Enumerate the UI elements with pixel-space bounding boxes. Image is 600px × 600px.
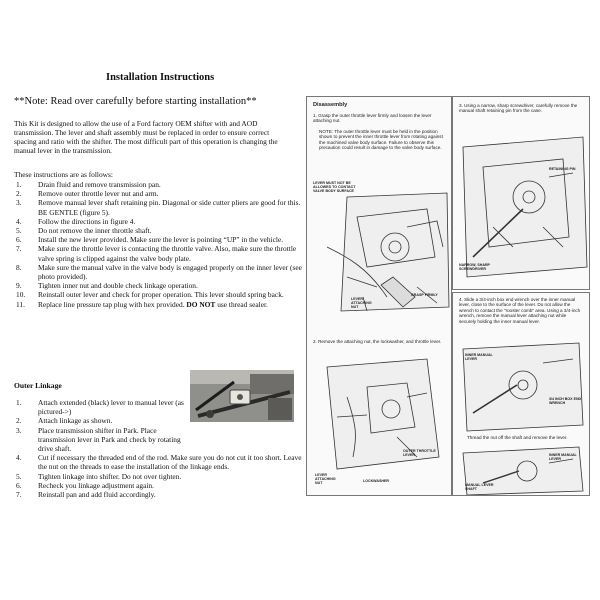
- label-valve-body-contact: LEVER MUST NOT BE ALLOWED TO CONTACT VALVE BODY SURFACE: [313, 181, 356, 193]
- step-number: 1.: [16, 180, 22, 189]
- install-step: [16, 189, 308, 198]
- step-text: Install the new lever provided. Make sure the lever is pointing “UP” in the vehicle.: [38, 235, 284, 245]
- step-number: 8.: [16, 262, 22, 272]
- step-number: 11.: [16, 299, 25, 309]
- label-outer-throttle-lever: OUTER THROTTLE LEVER: [403, 449, 436, 457]
- install-step: [16, 217, 308, 226]
- outer-step: [16, 490, 308, 499]
- label-grasp-firmly: GRASP FIRMLY: [411, 293, 438, 297]
- step-text: Remove outer throttle lever nut and arm.: [38, 189, 159, 199]
- step-number: 1.: [16, 398, 22, 407]
- disassembly-step-2: 2. Remove the attaching nut, the lockwasher, and throttle lever.: [313, 339, 442, 344]
- manual-lever-panel: [452, 292, 590, 496]
- step-number: 4.: [16, 453, 22, 463]
- doc-title: Installation Instructions: [106, 72, 215, 83]
- label-box-end-wrench: 3/4 INCH BOX END WRENCH: [549, 397, 582, 405]
- step-number: 5.: [16, 471, 22, 481]
- label-lever-attaching-nut-2: LEVER ATTACHING NUT: [315, 473, 336, 485]
- step-5-text: Thread the nut off the shaft and remove the lever.: [467, 435, 568, 440]
- step-text: Cut if necessary the threaded end of the rod. Make sure you do not cut it too short. Leave the nut on the threads to ease the installation of the linkage ends.: [38, 453, 302, 472]
- step-number: 2.: [16, 416, 22, 426]
- step-text: Recheck you linkage adjustment again.: [38, 480, 154, 490]
- install-steps: [16, 180, 308, 309]
- label-screwdriver: NARROW, SHARP SCREWDRIVER: [459, 263, 490, 271]
- outer-step: [16, 416, 308, 425]
- retaining-pin-drawing: [453, 97, 589, 289]
- step-text: Attach linkage as shown.: [38, 416, 113, 426]
- step-text: Tighten inner nut and double check linkage operation.: [38, 281, 198, 291]
- disassembly-step-1: 1. Grasp the outer throttle lever firmly and loosen the lever attaching nut.: [313, 113, 432, 124]
- step-number: 6.: [16, 235, 22, 245]
- step-text: Place transmission shifter in Park. Place transmission lever in Park and check by rotating drive shaft.: [38, 425, 181, 454]
- step-text: Remove manual lever shaft retaining pin. Diagonal or side cutter pliers are good for this. BE GENTLE (figure 5).: [38, 198, 301, 217]
- install-step: [16, 198, 308, 216]
- install-step: [16, 290, 308, 299]
- intro-paragraph: This Kit is designed to allow the use of a Ford factory OEM shifter with and AOD transmission. The lever and shaft assembly must be replaced in order to ensure correct spacing and ratio with the shifter. The most difficult part of this operation is changing the manual lever in the transmission.: [14, 119, 278, 155]
- step-number: 6.: [16, 480, 22, 490]
- outer-step: [16, 472, 308, 481]
- step-text: Follow the directions in figure 4.: [38, 216, 136, 226]
- step-number: 7.: [16, 490, 22, 500]
- label-inner-manual-lever-2: INNER MANUAL LEVER: [549, 453, 577, 461]
- step-text: Reinstall pan and add fluid accordingly.: [38, 490, 156, 500]
- install-step: [16, 281, 308, 290]
- step-number: 10.: [16, 290, 26, 300]
- step-text: Tighten linkage into shifter. Do not over tighten.: [38, 471, 182, 481]
- step-number: 7.: [16, 244, 22, 254]
- outer-step: [16, 453, 308, 471]
- disassembly-note: NOTE: The outer throttle lever must be held in the position shown to prevent the inner throttle lever from rotating against the machined valve body surface. Failure to observe this precaution could result in damage to the valve body surface.: [319, 129, 443, 151]
- install-step: [16, 180, 308, 189]
- step-number: 5.: [16, 226, 22, 236]
- install-step: [16, 244, 308, 262]
- install-step: [16, 235, 308, 244]
- warning-note: **Note: Read over carefully before starting installation**: [14, 96, 257, 107]
- step-text-post: use thread sealer.: [215, 299, 268, 309]
- outer-step: [16, 398, 308, 416]
- disassembly-title: Disassembly: [313, 102, 348, 108]
- label-lockwasher: LOCKWASHER: [363, 479, 389, 483]
- step-text: Do not remove the inner throttle shaft.: [38, 226, 152, 236]
- disassembly-panel: [306, 96, 452, 496]
- step-text: Reinstall outer lever and check for proper operation. This lever should spring back.: [38, 290, 284, 300]
- step-number: 3.: [16, 425, 22, 435]
- step-text: Drain fluid and remove transmission pan.: [38, 180, 161, 189]
- outer-step: [16, 481, 308, 490]
- label-inner-manual-lever: INNER MANUAL LEVER: [465, 353, 493, 361]
- step-number: 2.: [16, 189, 22, 199]
- step-text: [38, 300, 308, 309]
- step-text: Make sure the manual valve in the valve body is engaged properly on the inner lever (see photo provided).: [38, 262, 302, 282]
- install-step: [16, 300, 308, 309]
- step-text: Make sure the throttle lever is contacting the throttle valve. Also, make sure the throttle valve spring is clipped against the valve body plate.: [38, 244, 297, 263]
- label-lever-attaching-nut: LEVER ATTACHING NUT: [351, 297, 372, 309]
- outer-linkage-heading: Outer Linkage: [14, 381, 62, 390]
- step-number: 4.: [16, 216, 22, 226]
- label-manual-lever-shaft: MANUAL LEVER SHAFT: [465, 483, 494, 491]
- step-number: 9.: [16, 281, 22, 291]
- instructions-lead: These instructions are as follows:: [14, 170, 113, 179]
- label-retaining-pin: RETAINING PIN: [549, 167, 576, 171]
- step-text: Attach extended (black) lever to manual lever (as pictured->): [38, 398, 184, 417]
- step-number: 3.: [16, 198, 22, 208]
- outer-step: [16, 426, 308, 454]
- step-text-pre: Replace line pressure tap plug with hex provided.: [38, 299, 187, 309]
- install-step: [16, 226, 308, 235]
- step-3-text: 3. Using a narrow, sharp screwdriver, carefully remove the manual shaft retaining pin from the case.: [459, 103, 578, 114]
- outer-linkage-steps: [16, 398, 308, 499]
- step-4-text: 4. Slide a 3/4-inch box end wrench over the inner manual lever, close to the surface of the lever. Do not allow the wrench to contact the "rooster comb" area. Using a 3/4-inch wrench, remove the manual lever attaching nut while securely holding the inner manual lever.: [459, 297, 581, 324]
- retaining-pin-panel: [452, 96, 590, 290]
- install-step: [16, 263, 308, 281]
- step-text-emphasis: DO NOT: [186, 299, 216, 309]
